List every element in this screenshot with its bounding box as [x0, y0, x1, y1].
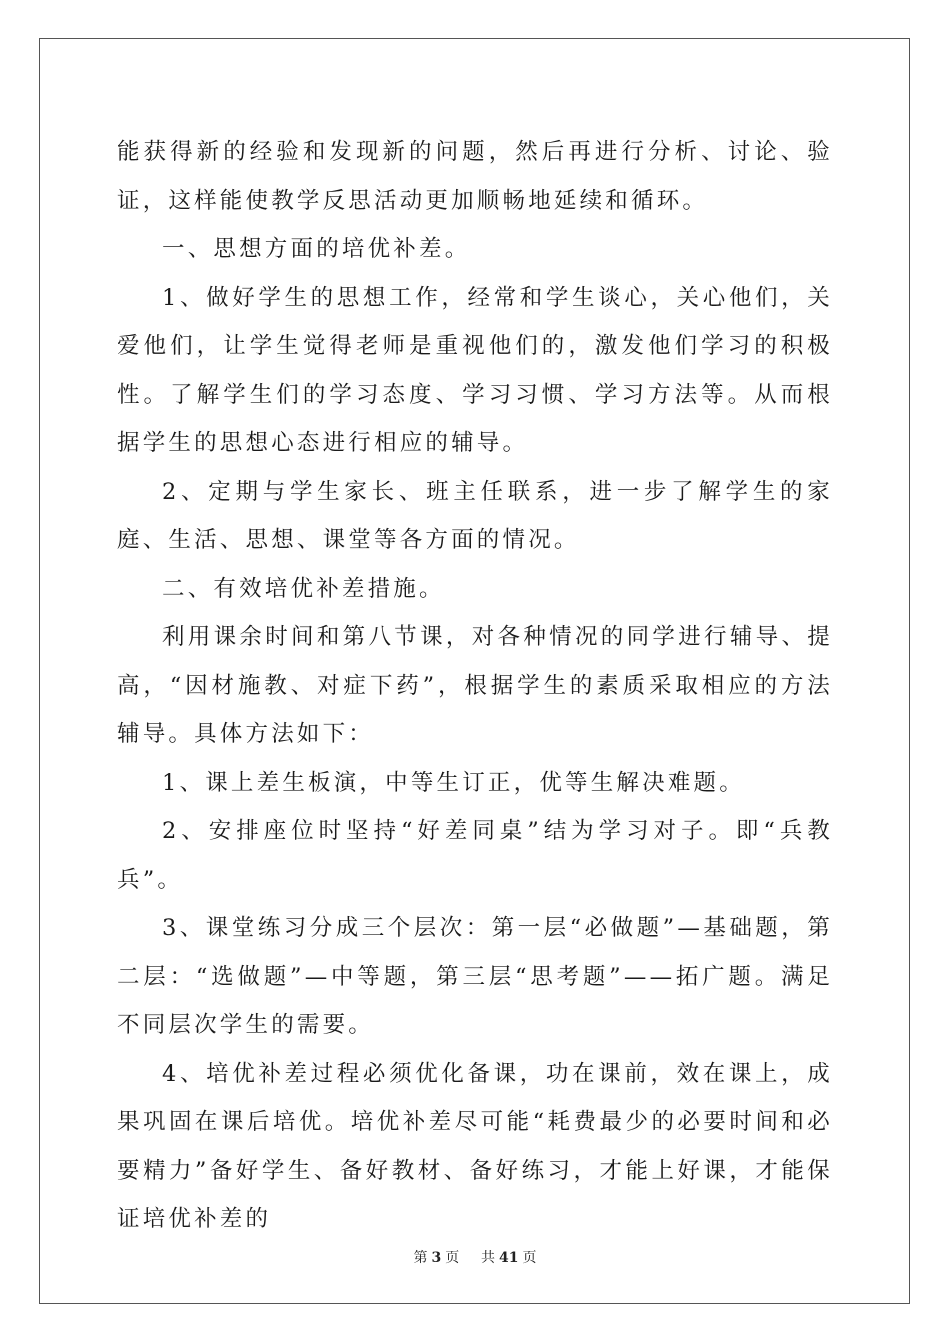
paragraph-1: 能获得新的经验和发现新的问题，然后再进行分析、讨论、验证，这样能使教学反思活动更加顺畅地延续和循环。: [117, 139, 833, 214]
paragraph-10: 4、培优补差过程必须优化备课，功在课前，效在课上，成果巩固在课后培优。培优补差尽可能“耗费最少的必要时间和必要精力”备好学生、备好教材、备好练习，才能上好课，才能保证培优补差的: [117, 1060, 833, 1232]
paragraph-5: 二、有效培优补差措施。: [162, 575, 445, 602]
current-page-number: 3: [431, 1250, 442, 1266]
paragraph-3: 1、做好学生的思想工作，经常和学生谈心，关心他们，关爱他们，让学生觉得老师是重视他们的，激发他们学习的积极性。了解学生们的学习态度、学习习惯、学习方法等。从而根据学生的思想心态进行相应的辅导。: [117, 284, 833, 456]
paragraph-9: 3、课堂练习分成三个层次：第一层“必做题”—基础题，第二层：“选做题”—中等题，第三层“思考题”——拓广题。满足不同层次学生的需要。: [117, 915, 833, 1038]
page-footer: [0, 1247, 950, 1267]
footer-prefix: 第: [413, 1250, 428, 1266]
paragraph-4: 2、定期与学生家长、班主任联系，进一步了解学生的家庭、生活、思想、课堂等各方面的情况。: [117, 478, 833, 553]
footer-total-suffix: 页: [522, 1250, 537, 1266]
total-pages-number: 41: [499, 1250, 519, 1266]
paragraph-2: 一、思想方面的培优补差。: [162, 236, 471, 262]
paragraph-7: 1、课上差生板演，中等生订正，优等生解决难题。: [162, 769, 745, 796]
paragraph-8: 2、安排座位时坚持“好差同桌”结为学习对子。即“兵教兵”。: [117, 818, 833, 893]
paragraph-6: 利用课余时间和第八节课，对各种情况的同学进行辅导、提高，“因材施教、对症下药”，根据学生的素质采取相应的方法辅导。具体方法如下：: [117, 624, 833, 747]
document-body: [117, 128, 833, 1244]
footer-page-word: 页: [445, 1250, 460, 1266]
footer-total-prefix: 共: [481, 1250, 496, 1266]
